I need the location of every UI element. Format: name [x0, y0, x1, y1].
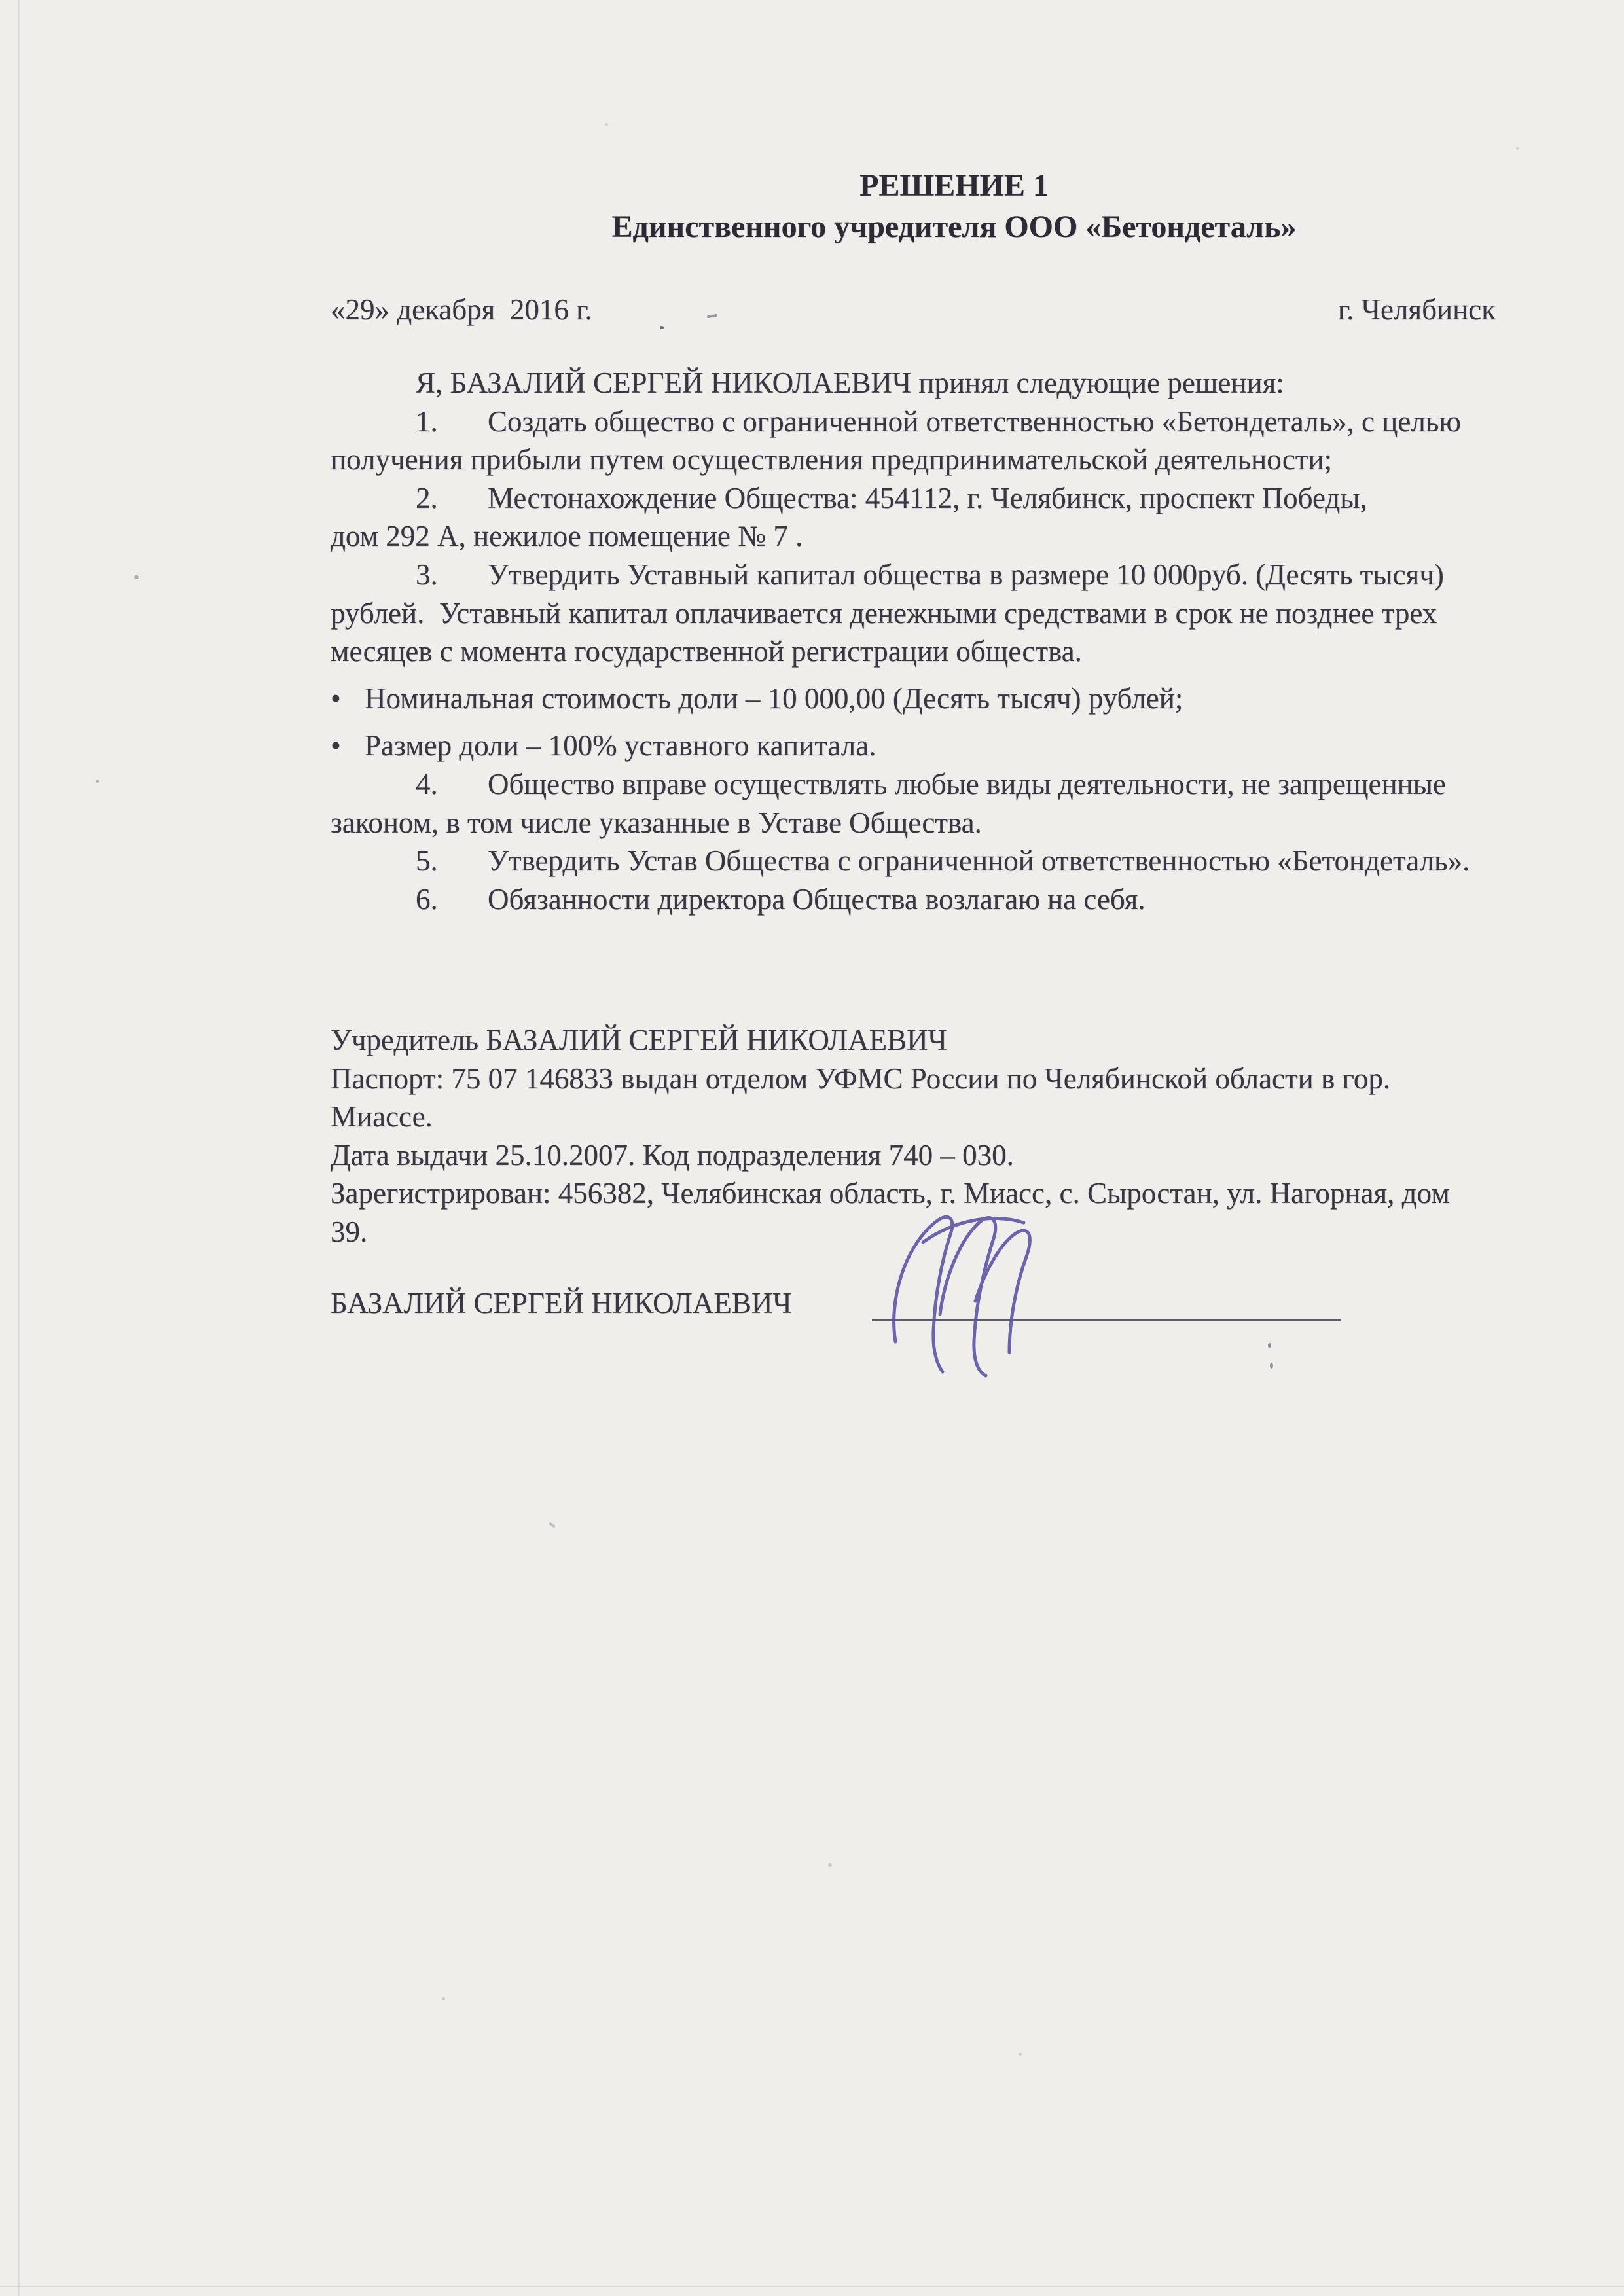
title-line-2: Единственного учредителя ООО «Бетондеталь» [611, 209, 1297, 244]
item-3-number: 3. [416, 558, 438, 591]
scan-speck [605, 123, 608, 126]
item-3-line-2: рублей. Уставный капитал оплачивается денежными средствами в срок не позднее трех [331, 596, 1437, 630]
bullet-2 [331, 726, 1624, 765]
date-place-row [331, 291, 1496, 329]
document-date: «29» декабря 2016 г. [331, 293, 592, 326]
item-1-line-2: получения прибыли путем осуществления предпринимательской деятельности; [331, 443, 1333, 476]
scan-speck [828, 1863, 832, 1867]
signature-name: БАЗАЛИЙ СЕРГЕЙ НИКОЛАЕВИЧ [331, 1287, 792, 1319]
scan-edge-shadow-left [18, 0, 20, 2296]
item-5-line-1 [331, 842, 1624, 880]
item-6-number: 6. [416, 882, 438, 916]
founder-line-3: Миассе. [331, 1100, 433, 1134]
bullet-1-text: Номинальная стоимость доли – 10 000,00 (Десять тысяч) рублей; [365, 681, 1183, 715]
scan-speck [1268, 1343, 1271, 1348]
signature-ink [877, 1203, 1047, 1380]
item-5-number: 5. [416, 844, 438, 878]
item-6-line-1 [331, 880, 1624, 919]
scan-speck [1270, 1363, 1273, 1369]
item-2-line-1 [331, 479, 1624, 518]
signature-row [331, 1284, 792, 1323]
founder-line-1: Учредитель БАЗАЛИЙ СЕРГЕЙ НИКОЛАЕВИЧ [331, 1024, 947, 1056]
item-3-line-1 [331, 556, 1624, 594]
scan-speck [442, 1997, 445, 2000]
item-1-number: 1. [416, 404, 438, 438]
founder-line-4: Дата выдачи 25.10.2007. Код подразделения 740 – 030. [331, 1138, 1014, 1172]
scan-speck [96, 780, 99, 783]
scan-speck [1516, 147, 1519, 150]
scan-speck [549, 1522, 556, 1528]
bullet-2-text: Размер доли – 100% уставного капитала. [365, 729, 876, 762]
item-4-number: 4. [416, 767, 438, 800]
item-1-text: Создать общество с ограниченной ответственностью «Бетондеталь», с целью [488, 404, 1461, 438]
resolutions-body [331, 364, 1624, 918]
scan-speck [1019, 2053, 1022, 2056]
bullet-1 [331, 679, 1624, 718]
founder-line-6: 39. [331, 1215, 368, 1248]
document-title [331, 165, 1578, 247]
item-2-number: 2. [416, 481, 438, 514]
item-4-line-1 [331, 765, 1624, 804]
scan-speck [134, 575, 139, 579]
founder-line-5: Зарегистрирован: 456382, Челябинская область, г. Миасс, с. Сыростан, ул. Нагорная, дом [331, 1177, 1450, 1210]
document-city: г. Челябинск [1337, 293, 1496, 326]
item-2-line-2: дом 292 А, нежилое помещение № 7 . [331, 520, 803, 553]
item-3-text: Утвердить Уставный капитал общества в размере 10 000руб. (Десять тысяч) [488, 558, 1444, 591]
item-3-line-3: месяцев с момента государственной регистрации общества. [331, 635, 1082, 668]
item-1-line-1 [331, 403, 1624, 441]
item-6-text: Обязанности директора Общества возлагаю на себя. [488, 882, 1146, 916]
intro-line: Я, БАЗАЛИЙ СЕРГЕЙ НИКОЛАЕВИЧ принял следующие решения: [416, 367, 1284, 399]
item-4-line-2: законом, в том числе указанные в Уставе Общества. [331, 806, 982, 839]
title-line-1: РЕШЕНИЕ 1 [859, 168, 1049, 203]
scan-edge-shadow-bottom [0, 2286, 1624, 2287]
item-2-text: Местонахождение Общества: 454112, г. Челябинск, проспект Победы, [488, 481, 1367, 514]
scan-speck [660, 326, 664, 329]
item-5-text: Утвердить Устав Общества с ограниченной ответственностью «Бетондеталь». [488, 844, 1470, 878]
bullet-1-marker: • [331, 681, 341, 715]
item-4-text: Общество вправе осуществлять любые виды деятельности, не запрещенные [488, 767, 1446, 800]
bullet-2-marker: • [331, 729, 341, 762]
founder-line-2: Паспорт: 75 07 146833 выдан отделом УФМС России по Челябинской области в гор. [331, 1062, 1391, 1095]
